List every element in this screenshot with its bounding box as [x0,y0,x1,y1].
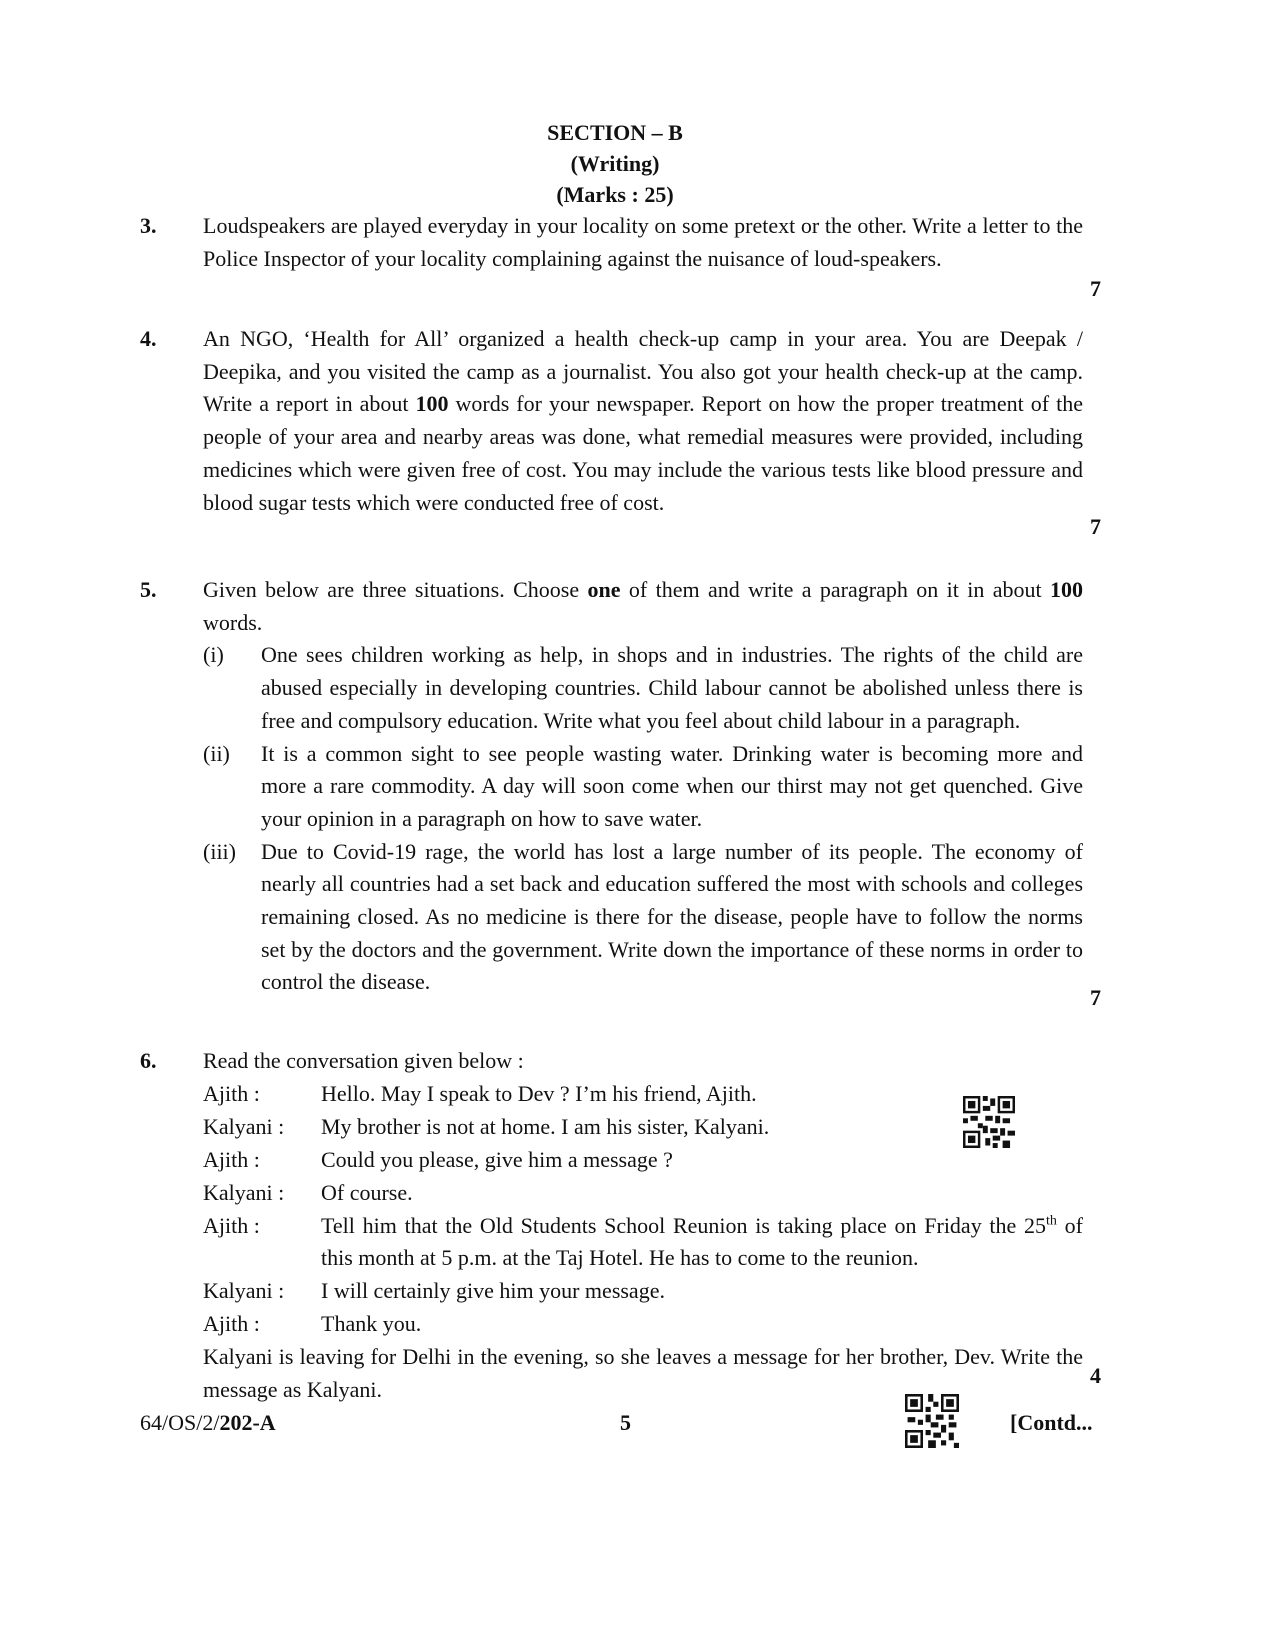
question-3-number: 3. [140,213,157,238]
section-subtitle: (Writing) [570,151,660,176]
option-text: It is a common sight to see people wasting water. Drinking water is becoming more and more a rare commodity. A day will soon come when our thirst may not get quenched. Give your opinion in a paragraph on how to save water. [261,740,1083,831]
question-5-number: 5. [140,577,157,602]
question-5-option-iii [203,836,1083,1000]
dialogue-line [203,1177,1083,1210]
question-5-intro-part1: Given below are three situations. Choose [203,577,588,602]
paper-code-prefix: 64/OS/2/ [140,1410,220,1435]
option-label: (iii) [203,838,236,864]
question-6-intro: Read the conversation given below : [203,1048,524,1073]
option-text: One sees children working as help, in shops and in industries. The rights of the child are abused especially in developing countries. Child labour cannot be abolished unless there is free and compulsory education. Write what you feel about child labour in a paragraph. [261,642,1083,733]
dialogue-speaker: Kalyani : [203,1113,285,1139]
section-marks: (Marks : 25) [556,182,674,207]
question-4-marks: 7 [1090,514,1101,539]
question-5-intro-part2: of them and write a paragraph on it in about [620,577,1050,602]
question-5-word-count: 100 [1049,577,1083,602]
question-6-marks: 4 [1090,1363,1101,1388]
dialogue-text: Of course. [321,1179,413,1205]
question-5-marks: 7 [1090,985,1101,1010]
section-title: SECTION – B [547,120,683,145]
option-text: Due to Covid-19 rage, the world has lost a large number of its people. The economy of nearly all countries had a set back and education suffered the most with schools and colleges remaining closed. As no medicine is there for the disease, people have to follow the norms set by the doctors and the government. Write down the importance of these norms in order to control the disease. [261,838,1083,995]
dialogue-text-part2: of this month at 5 p.m. at the Taj Hotel. He has to come to the reunion. [321,1212,1083,1271]
question-5-intro-choice: one [587,577,621,602]
dialogue-line [203,1308,1083,1341]
dialogue-speaker: Kalyani : [203,1278,285,1304]
question-4-text-part2: words for your newspaper. Report on how the proper treatment of the people of your area and nearby areas was done, what remedial measures were provided, including medicines which were given free of cost. You may include the various tests like blood pressure and blood sugar tests which were conducted free of cost. [203,391,1084,515]
dialogue-text: Could you please, give him a message ? [321,1146,673,1172]
continued-label: [Contd... [1010,1410,1093,1435]
dialogue-text: Hello. May I speak to Dev ? I’m his friend, Ajith. [321,1080,757,1106]
dialogue-line [203,1111,1083,1144]
dialogue-text [321,1210,1083,1276]
question-4-number: 4. [140,326,157,351]
question-5-option-ii [203,738,1083,836]
dialogue-line [203,1275,1083,1308]
question-4-word-count: 100 [415,391,449,417]
question-5-body [203,574,1083,999]
paper-code [140,1408,276,1438]
question-4-text [203,323,1083,519]
question-6-body [203,1045,1083,1407]
dialogue-line [203,1078,1083,1111]
dialogue-speaker: Ajith : [203,1146,260,1172]
question-3-marks: 7 [1090,276,1101,301]
dialogue-speaker: Kalyani : [203,1179,285,1205]
dialogue-line [203,1210,1083,1276]
dialogue-line [203,1144,1083,1177]
dialogue-text: Thank you. [321,1311,422,1337]
question-6-number: 6. [140,1048,157,1073]
dialogue-speaker: Ajith : [203,1212,260,1238]
ordinal-suffix: th [1046,1213,1057,1229]
question-5-intro-part3: words. [203,609,263,635]
qr-code-icon [963,1096,1015,1148]
question-4-text-part1: An NGO, ‘Health for All’ organized a health check-up camp in your area. You are Deepak / Deepika, and you visited the camp as a journalist. You also got your health check-up at the camp. Write a report in about [203,326,1083,417]
question-5-intro [203,574,1083,639]
question-3-text: Loudspeakers are played everyday in your locality on some pretext or the other. Write a letter to the Police Inspector of your locality complaining against the nuisance of loud-speakers. [203,213,1083,271]
dialogue-text: My brother is not at home. I am his sister, Kalyani. [321,1113,770,1139]
question-6-closing: Kalyani is leaving for Delhi in the evening, so she leaves a message for her brother, Dev. Write the message as Kalyani. [203,1344,1083,1403]
question-5-option-i [203,639,1083,737]
qr-code-footer-icon [905,1394,959,1448]
page-number: 5 [620,1410,631,1435]
dialogue-text: I will certainly give him your message. [321,1278,665,1304]
option-label: (ii) [203,740,230,766]
dialogue-speaker: Ajith : [203,1080,260,1106]
dialogue-speaker: Ajith : [203,1311,260,1337]
dialogue-text-part1: Tell him that the Old Students School Reunion is taking place on Friday the 25 [321,1212,1047,1238]
paper-code-set: 202-A [219,1410,276,1435]
option-label: (i) [203,642,224,668]
